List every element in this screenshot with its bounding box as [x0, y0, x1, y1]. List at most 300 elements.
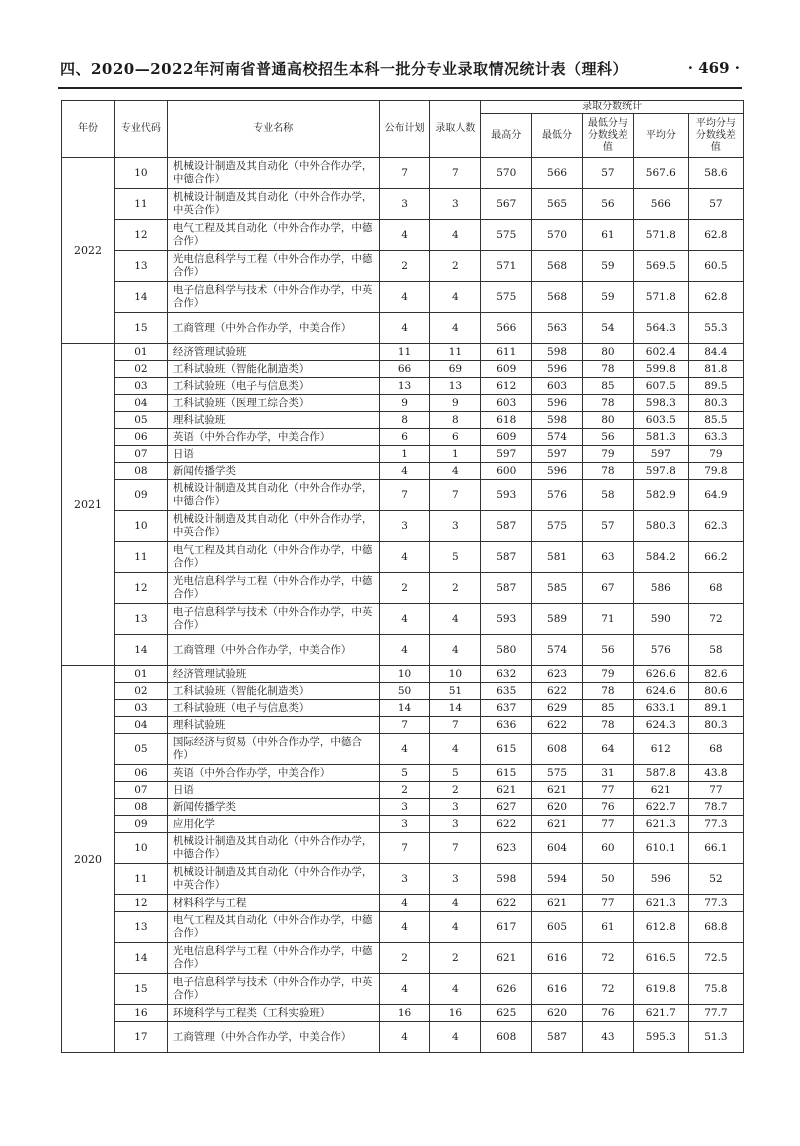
- name-cell: 新闻传播学类: [167, 799, 379, 816]
- avg-diff-cell: 55.3: [688, 313, 743, 344]
- max-cell: 600: [481, 463, 532, 480]
- max-cell: 603: [481, 395, 532, 412]
- avg-diff-cell: 79: [688, 446, 743, 463]
- avg-cell: 612: [633, 734, 688, 765]
- header-min: 最低分: [532, 114, 583, 158]
- plan-cell: 3: [379, 799, 430, 816]
- code-cell: 12: [114, 895, 167, 912]
- code-cell: 13: [114, 604, 167, 635]
- min-diff-cell: 61: [582, 220, 633, 251]
- avg-cell: 612.8: [633, 912, 688, 943]
- table-row: [62, 344, 744, 361]
- min-cell: 563: [532, 313, 583, 344]
- min-diff-cell: 78: [582, 361, 633, 378]
- name-cell: 工科试验班（电子与信息类）: [167, 378, 379, 395]
- plan-cell: 6: [379, 429, 430, 446]
- admitted-cell: 4: [430, 895, 481, 912]
- avg-cell: 616.5: [633, 943, 688, 974]
- max-cell: 621: [481, 782, 532, 799]
- min-cell: 605: [532, 912, 583, 943]
- table-row: [62, 573, 744, 604]
- name-cell: 工科试验班（智能化制造类）: [167, 361, 379, 378]
- admitted-cell: 6: [430, 429, 481, 446]
- avg-diff-cell: 66.2: [688, 542, 743, 573]
- min-diff-cell: 56: [582, 189, 633, 220]
- table-row: [62, 717, 744, 734]
- min-cell: 620: [532, 799, 583, 816]
- plan-cell: 7: [379, 480, 430, 511]
- min-diff-cell: 80: [582, 412, 633, 429]
- code-cell: 10: [114, 833, 167, 864]
- name-cell: 国际经济与贸易（中外合作办学，中德合作）: [167, 734, 379, 765]
- code-cell: 12: [114, 573, 167, 604]
- code-cell: 13: [114, 912, 167, 943]
- plan-cell: 9: [379, 395, 430, 412]
- avg-diff-cell: 60.5: [688, 251, 743, 282]
- avg-cell: 586: [633, 573, 688, 604]
- table-row: [62, 412, 744, 429]
- table-row: [62, 189, 744, 220]
- avg-diff-cell: 77.7: [688, 1005, 743, 1022]
- min-cell: 574: [532, 429, 583, 446]
- avg-diff-cell: 80.3: [688, 395, 743, 412]
- avg-diff-cell: 80.6: [688, 683, 743, 700]
- max-cell: 622: [481, 816, 532, 833]
- max-cell: 575: [481, 220, 532, 251]
- admitted-cell: 16: [430, 1005, 481, 1022]
- avg-diff-cell: 57: [688, 189, 743, 220]
- admitted-cell: 4: [430, 604, 481, 635]
- code-cell: 04: [114, 717, 167, 734]
- table-row: [62, 446, 744, 463]
- avg-diff-cell: 68.8: [688, 912, 743, 943]
- avg-diff-cell: 72: [688, 604, 743, 635]
- code-cell: 05: [114, 412, 167, 429]
- avg-cell: 598.3: [633, 395, 688, 412]
- avg-cell: 607.5: [633, 378, 688, 395]
- min-diff-cell: 80: [582, 344, 633, 361]
- name-cell: 光电信息科学与工程（中外合作办学，中德合作）: [167, 251, 379, 282]
- max-cell: 587: [481, 511, 532, 542]
- avg-cell: 571.8: [633, 282, 688, 313]
- plan-cell: 4: [379, 895, 430, 912]
- min-diff-cell: 79: [582, 446, 633, 463]
- avg-diff-cell: 77.3: [688, 816, 743, 833]
- avg-diff-cell: 77: [688, 782, 743, 799]
- max-cell: 626: [481, 974, 532, 1005]
- admitted-cell: 2: [430, 943, 481, 974]
- code-cell: 07: [114, 782, 167, 799]
- min-diff-cell: 57: [582, 158, 633, 189]
- code-cell: 10: [114, 511, 167, 542]
- avg-cell: 582.9: [633, 480, 688, 511]
- plan-cell: 2: [379, 943, 430, 974]
- code-cell: 11: [114, 542, 167, 573]
- min-diff-cell: 57: [582, 511, 633, 542]
- avg-cell: 619.8: [633, 974, 688, 1005]
- table-row: [62, 683, 744, 700]
- min-cell: 604: [532, 833, 583, 864]
- avg-cell: 580.3: [633, 511, 688, 542]
- name-cell: 电子信息科学与技术（中外合作办学，中英合作）: [167, 282, 379, 313]
- admitted-cell: 2: [430, 251, 481, 282]
- code-cell: 04: [114, 395, 167, 412]
- avg-diff-cell: 51.3: [688, 1022, 743, 1053]
- name-cell: 理科试验班: [167, 717, 379, 734]
- avg-cell: 584.2: [633, 542, 688, 573]
- admitted-cell: 5: [430, 542, 481, 573]
- avg-cell: 567.6: [633, 158, 688, 189]
- min-cell: 598: [532, 412, 583, 429]
- header-plan: 公布计划: [379, 101, 430, 158]
- name-cell: 电子信息科学与技术（中外合作办学，中英合作）: [167, 604, 379, 635]
- name-cell: 电气工程及其自动化（中外合作办学，中德合作）: [167, 912, 379, 943]
- admitted-cell: 3: [430, 511, 481, 542]
- header-rule: [58, 87, 742, 89]
- header-avg-diff: 平均分与分数线差值: [688, 114, 743, 158]
- plan-cell: 3: [379, 816, 430, 833]
- min-diff-cell: 64: [582, 734, 633, 765]
- plan-cell: 3: [379, 864, 430, 895]
- avg-cell: 610.1: [633, 833, 688, 864]
- plan-cell: 4: [379, 974, 430, 1005]
- plan-cell: 5: [379, 765, 430, 782]
- name-cell: 工科试验班（智能化制造类）: [167, 683, 379, 700]
- avg-diff-cell: 62.8: [688, 282, 743, 313]
- header-year: 年份: [62, 101, 115, 158]
- avg-diff-cell: 52: [688, 864, 743, 895]
- avg-diff-cell: 43.8: [688, 765, 743, 782]
- code-cell: 01: [114, 666, 167, 683]
- max-cell: 571: [481, 251, 532, 282]
- name-cell: 电气工程及其自动化（中外合作办学，中德合作）: [167, 542, 379, 573]
- table-row: [62, 974, 744, 1005]
- code-cell: 10: [114, 158, 167, 189]
- min-cell: 574: [532, 635, 583, 666]
- name-cell: 英语（中外合作办学，中美合作）: [167, 429, 379, 446]
- avg-cell: 624.6: [633, 683, 688, 700]
- plan-cell: 16: [379, 1005, 430, 1022]
- admitted-cell: 4: [430, 463, 481, 480]
- min-diff-cell: 63: [582, 542, 633, 573]
- avg-diff-cell: 89.5: [688, 378, 743, 395]
- name-cell: 电子信息科学与技术（中外合作办学，中英合作）: [167, 974, 379, 1005]
- table-row: [62, 429, 744, 446]
- plan-cell: 13: [379, 378, 430, 395]
- avg-cell: 633.1: [633, 700, 688, 717]
- admitted-cell: 4: [430, 313, 481, 344]
- min-diff-cell: 78: [582, 717, 633, 734]
- name-cell: 机械设计制造及其自动化（中外合作办学，中德合作）: [167, 480, 379, 511]
- code-cell: 17: [114, 1022, 167, 1053]
- avg-diff-cell: 75.8: [688, 974, 743, 1005]
- header-score-group: 录取分数统计: [481, 101, 744, 114]
- plan-cell: 2: [379, 573, 430, 604]
- min-diff-cell: 72: [582, 974, 633, 1005]
- table-row: [62, 782, 744, 799]
- avg-cell: 626.6: [633, 666, 688, 683]
- avg-cell: 566: [633, 189, 688, 220]
- table-row: [62, 816, 744, 833]
- avg-diff-cell: 84.4: [688, 344, 743, 361]
- code-cell: 14: [114, 282, 167, 313]
- plan-cell: 10: [379, 666, 430, 683]
- min-cell: 629: [532, 700, 583, 717]
- table-row: [62, 282, 744, 313]
- admitted-cell: 69: [430, 361, 481, 378]
- name-cell: 机械设计制造及其自动化（中外合作办学，中德合作）: [167, 833, 379, 864]
- table-row: [62, 864, 744, 895]
- min-diff-cell: 60: [582, 833, 633, 864]
- name-cell: 英语（中外合作办学，中美合作）: [167, 765, 379, 782]
- plan-cell: 1: [379, 446, 430, 463]
- plan-cell: 2: [379, 782, 430, 799]
- avg-cell: 624.3: [633, 717, 688, 734]
- header-code: 专业代码: [114, 101, 167, 158]
- name-cell: 理科试验班: [167, 412, 379, 429]
- code-cell: 06: [114, 429, 167, 446]
- table-row: [62, 1022, 744, 1053]
- code-cell: 03: [114, 700, 167, 717]
- code-cell: 14: [114, 635, 167, 666]
- table-row: [62, 395, 744, 412]
- code-cell: 02: [114, 361, 167, 378]
- avg-cell: 602.4: [633, 344, 688, 361]
- max-cell: 609: [481, 429, 532, 446]
- code-cell: 16: [114, 1005, 167, 1022]
- max-cell: 566: [481, 313, 532, 344]
- plan-cell: 4: [379, 220, 430, 251]
- avg-cell: 595.3: [633, 1022, 688, 1053]
- min-cell: 621: [532, 782, 583, 799]
- max-cell: 570: [481, 158, 532, 189]
- admitted-cell: 4: [430, 220, 481, 251]
- avg-cell: 569.5: [633, 251, 688, 282]
- plan-cell: 4: [379, 604, 430, 635]
- min-diff-cell: 58: [582, 480, 633, 511]
- min-cell: 596: [532, 463, 583, 480]
- max-cell: 615: [481, 734, 532, 765]
- avg-diff-cell: 58.6: [688, 158, 743, 189]
- page-title: 四、2020—2022年河南省普通高校招生本科一批分专业录取情况统计表（理科）: [60, 59, 628, 78]
- min-diff-cell: 77: [582, 816, 633, 833]
- max-cell: 618: [481, 412, 532, 429]
- admitted-cell: 4: [430, 635, 481, 666]
- table-row: [62, 635, 744, 666]
- page-header: [60, 53, 740, 83]
- avg-diff-cell: 68: [688, 573, 743, 604]
- avg-diff-cell: 58: [688, 635, 743, 666]
- min-diff-cell: 77: [582, 782, 633, 799]
- min-cell: 585: [532, 573, 583, 604]
- table-row: [62, 313, 744, 344]
- avg-cell: 571.8: [633, 220, 688, 251]
- min-diff-cell: 77: [582, 895, 633, 912]
- table-row: [62, 700, 744, 717]
- plan-cell: 3: [379, 189, 430, 220]
- plan-cell: 4: [379, 1022, 430, 1053]
- name-cell: 机械设计制造及其自动化（中外合作办学，中德合作）: [167, 158, 379, 189]
- min-cell: 568: [532, 282, 583, 313]
- table-row: [62, 604, 744, 635]
- name-cell: 光电信息科学与工程（中外合作办学，中德合作）: [167, 573, 379, 604]
- table-row: [62, 220, 744, 251]
- min-diff-cell: 67: [582, 573, 633, 604]
- table-row: [62, 378, 744, 395]
- max-cell: 593: [481, 604, 532, 635]
- max-cell: 636: [481, 717, 532, 734]
- min-diff-cell: 61: [582, 912, 633, 943]
- plan-cell: 11: [379, 344, 430, 361]
- name-cell: 电气工程及其自动化（中外合作办学，中德合作）: [167, 220, 379, 251]
- min-cell: 575: [532, 765, 583, 782]
- plan-cell: 4: [379, 734, 430, 765]
- max-cell: 632: [481, 666, 532, 683]
- table-row: [62, 361, 744, 378]
- table-header: [62, 101, 744, 158]
- min-cell: 603: [532, 378, 583, 395]
- admitted-cell: 7: [430, 833, 481, 864]
- header-name: 专业名称: [167, 101, 379, 158]
- name-cell: 工商管理（中外合作办学，中美合作）: [167, 635, 379, 666]
- avg-diff-cell: 64.9: [688, 480, 743, 511]
- plan-cell: 4: [379, 463, 430, 480]
- table-row: [62, 542, 744, 573]
- name-cell: 应用化学: [167, 816, 379, 833]
- plan-cell: 4: [379, 282, 430, 313]
- admitted-cell: 14: [430, 700, 481, 717]
- max-cell: 611: [481, 344, 532, 361]
- min-cell: 587: [532, 1022, 583, 1053]
- code-cell: 11: [114, 864, 167, 895]
- min-cell: 620: [532, 1005, 583, 1022]
- plan-cell: 2: [379, 251, 430, 282]
- plan-cell: 7: [379, 833, 430, 864]
- max-cell: 609: [481, 361, 532, 378]
- year-cell: 2021: [62, 344, 115, 666]
- header-avg: 平均分: [633, 114, 688, 158]
- min-cell: 608: [532, 734, 583, 765]
- min-cell: 597: [532, 446, 583, 463]
- name-cell: 日语: [167, 446, 379, 463]
- admitted-cell: 3: [430, 816, 481, 833]
- admitted-cell: 2: [430, 782, 481, 799]
- table-row: [62, 943, 744, 974]
- page-number: · 469 ·: [687, 59, 740, 77]
- name-cell: 工商管理（中外合作办学，中美合作）: [167, 1022, 379, 1053]
- min-diff-cell: 85: [582, 378, 633, 395]
- plan-cell: 4: [379, 313, 430, 344]
- header-admitted: 录取人数: [430, 101, 481, 158]
- plan-cell: 7: [379, 158, 430, 189]
- avg-cell: 621.3: [633, 895, 688, 912]
- min-cell: 596: [532, 361, 583, 378]
- name-cell: 光电信息科学与工程（中外合作办学，中德合作）: [167, 943, 379, 974]
- name-cell: 经济管理试验班: [167, 666, 379, 683]
- max-cell: 627: [481, 799, 532, 816]
- name-cell: 材料科学与工程: [167, 895, 379, 912]
- max-cell: 637: [481, 700, 532, 717]
- name-cell: 机械设计制造及其自动化（中外合作办学，中英合作）: [167, 864, 379, 895]
- plan-cell: 66: [379, 361, 430, 378]
- code-cell: 15: [114, 313, 167, 344]
- avg-cell: 603.5: [633, 412, 688, 429]
- avg-diff-cell: 68: [688, 734, 743, 765]
- table-row: [62, 734, 744, 765]
- avg-cell: 596: [633, 864, 688, 895]
- avg-diff-cell: 80.3: [688, 717, 743, 734]
- min-cell: 598: [532, 344, 583, 361]
- min-cell: 568: [532, 251, 583, 282]
- table-body: [62, 158, 744, 1053]
- avg-cell: 576: [633, 635, 688, 666]
- avg-cell: 564.3: [633, 313, 688, 344]
- avg-diff-cell: 63.3: [688, 429, 743, 446]
- max-cell: 622: [481, 895, 532, 912]
- max-cell: 617: [481, 912, 532, 943]
- table-row: [62, 895, 744, 912]
- admitted-cell: 7: [430, 717, 481, 734]
- code-cell: 12: [114, 220, 167, 251]
- avg-diff-cell: 81.8: [688, 361, 743, 378]
- code-cell: 09: [114, 480, 167, 511]
- min-diff-cell: 31: [582, 765, 633, 782]
- avg-diff-cell: 79.8: [688, 463, 743, 480]
- plan-cell: 4: [379, 912, 430, 943]
- name-cell: 工科试验班（医理工综合类）: [167, 395, 379, 412]
- name-cell: 日语: [167, 782, 379, 799]
- min-diff-cell: 85: [582, 700, 633, 717]
- table-row: [62, 158, 744, 189]
- min-cell: 594: [532, 864, 583, 895]
- avg-diff-cell: 66.1: [688, 833, 743, 864]
- avg-diff-cell: 62.3: [688, 511, 743, 542]
- min-cell: 589: [532, 604, 583, 635]
- table-row: [62, 833, 744, 864]
- max-cell: 621: [481, 943, 532, 974]
- table-row: [62, 511, 744, 542]
- name-cell: 新闻传播学类: [167, 463, 379, 480]
- code-cell: 13: [114, 251, 167, 282]
- plan-cell: 7: [379, 717, 430, 734]
- plan-cell: 4: [379, 542, 430, 573]
- avg-diff-cell: 77.3: [688, 895, 743, 912]
- min-cell: 621: [532, 895, 583, 912]
- max-cell: 598: [481, 864, 532, 895]
- min-cell: 621: [532, 816, 583, 833]
- max-cell: 587: [481, 573, 532, 604]
- code-cell: 06: [114, 765, 167, 782]
- max-cell: 625: [481, 1005, 532, 1022]
- admitted-cell: 10: [430, 666, 481, 683]
- min-cell: 566: [532, 158, 583, 189]
- admission-statistics-table: [61, 100, 744, 1053]
- plan-cell: 3: [379, 511, 430, 542]
- min-diff-cell: 56: [582, 635, 633, 666]
- min-diff-cell: 50: [582, 864, 633, 895]
- admitted-cell: 4: [430, 734, 481, 765]
- avg-cell: 597.8: [633, 463, 688, 480]
- max-cell: 612: [481, 378, 532, 395]
- avg-diff-cell: 62.8: [688, 220, 743, 251]
- admitted-cell: 4: [430, 974, 481, 1005]
- min-cell: 565: [532, 189, 583, 220]
- min-cell: 576: [532, 480, 583, 511]
- min-diff-cell: 76: [582, 799, 633, 816]
- max-cell: 597: [481, 446, 532, 463]
- code-cell: 03: [114, 378, 167, 395]
- min-cell: 616: [532, 943, 583, 974]
